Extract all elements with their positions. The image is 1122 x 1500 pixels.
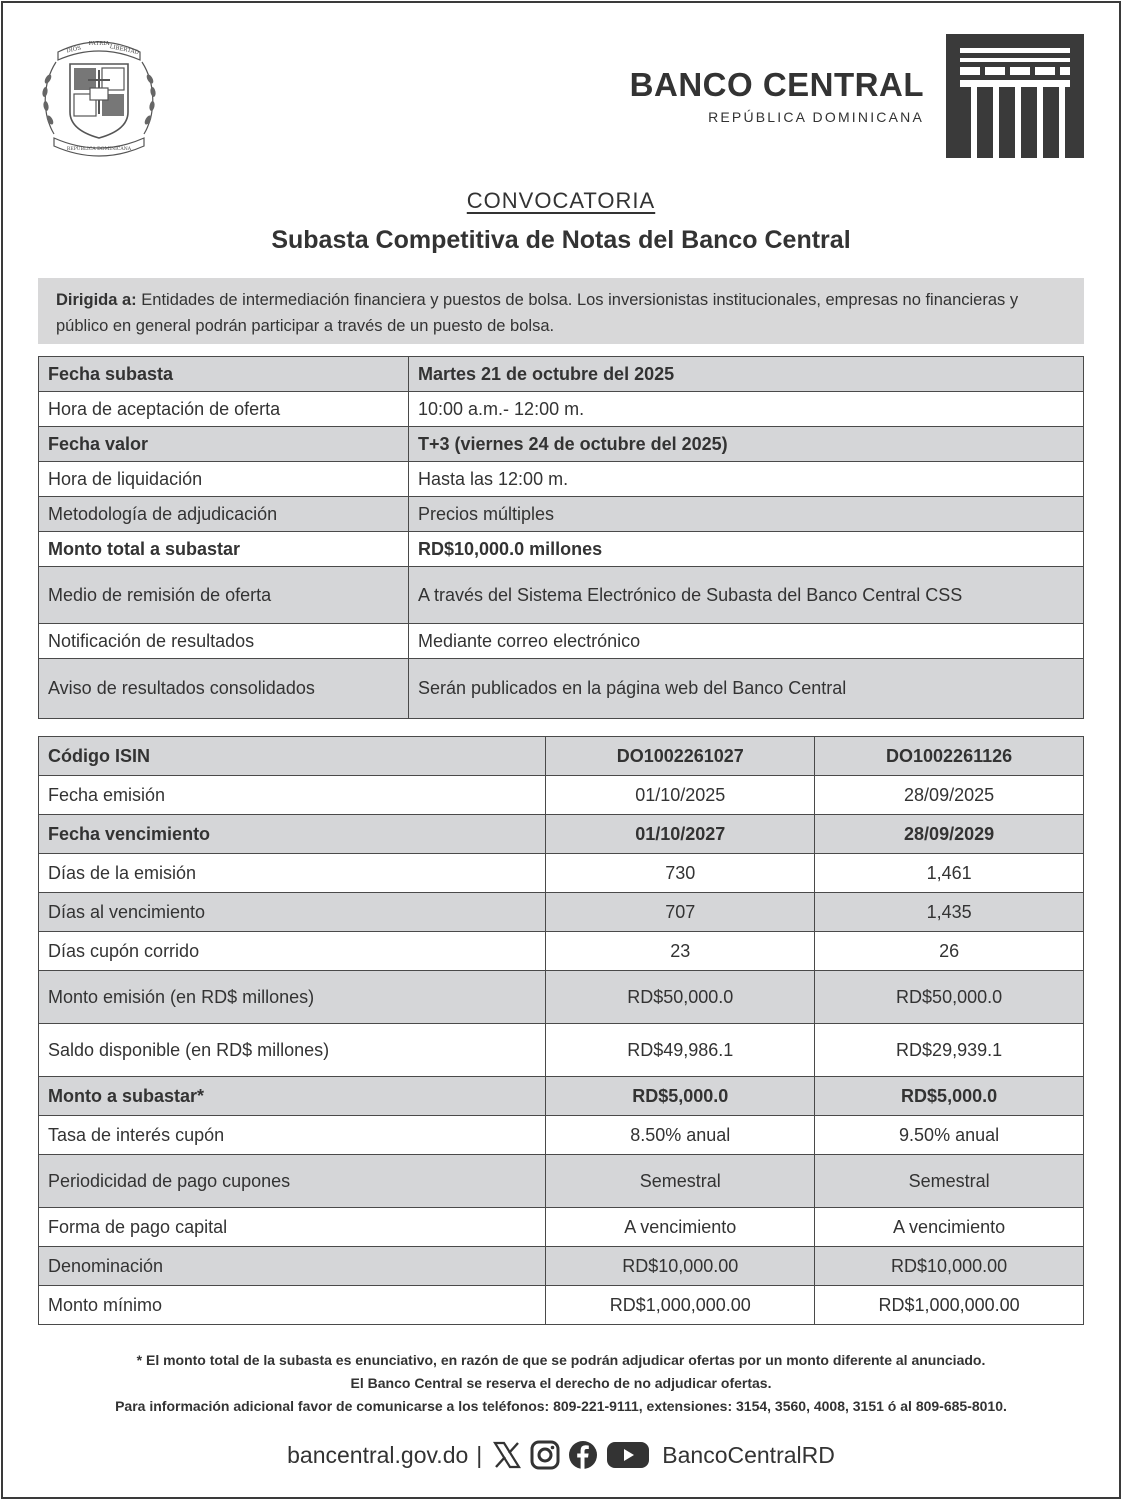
cell-note-1: 01/10/2025 [546,776,815,815]
instagram-icon[interactable] [530,1440,560,1470]
notice-label: Dirigida a: [56,291,137,309]
row-value: Martes 21 de octubre del 2025 [409,357,1084,392]
row-label: Periodicidad de pago cupones [39,1155,546,1208]
cell-note-2: RD$50,000.0 [815,971,1084,1024]
row-label: Días cupón corrido [39,932,546,971]
row-label: Monto emisión (en RD$ millones) [39,971,546,1024]
table-row [39,624,1084,659]
row-label: Medio de remisión de oferta [39,567,409,624]
table-row [39,1024,1084,1077]
cell-note-2: 26 [815,932,1084,971]
table-row [39,1116,1084,1155]
cell-note-1: 01/10/2027 [546,815,815,854]
table-row [39,893,1084,932]
row-label: Forma de pago capital [39,1208,546,1247]
audience-notice [38,278,1084,344]
row-label: Fecha subasta [39,357,409,392]
cell-note-2: RD$10,000.00 [815,1247,1084,1286]
notice-text: Entidades de intermediación financiera y puestos de bolsa. Los inversionistas institucionales, empresas no financieras y público en general podrán participar a través de un puesto de bolsa. [56,291,1019,335]
table-row [39,357,1084,392]
cell-note-2: RD$29,939.1 [815,1024,1084,1077]
website-link[interactable]: bancentral.gov.do [287,1441,469,1468]
page-title: Subasta Competitiva de Notas del Banco Central [271,226,851,254]
table-row [39,932,1084,971]
row-label: Días al vencimiento [39,893,546,932]
cell-note-1: Semestral [546,1155,815,1208]
table-header-row [39,737,1084,776]
coat-of-arms-seal [36,34,162,160]
table-row [39,462,1084,497]
row-label: Notificación de resultados [39,624,409,659]
cell-note-2: 28/09/2029 [815,815,1084,854]
cell-note-1: 730 [546,854,815,893]
row-value: Serán publicados en la página web del Banco Central [409,659,1084,719]
seal-text-country: REPÚBLICA DOMINICANA [66,147,132,152]
table-row [39,854,1084,893]
cell-note-1: 8.50% anual [546,1116,815,1155]
cell-note-1: 707 [546,893,815,932]
bank-column-logo [946,34,1084,158]
social-handle[interactable]: BancoCentralRD [662,1441,835,1468]
cell-note-2: 9.50% anual [815,1116,1084,1155]
youtube-icon[interactable] [606,1440,650,1470]
seal-text-libertad: LIBERTAD [109,44,140,57]
row-label: Aviso de resultados consolidados [39,659,409,719]
table-row [39,1286,1084,1325]
row-value: 10:00 a.m.- 12:00 m. [409,392,1084,427]
table-row [39,532,1084,567]
row-label: Denominación [39,1247,546,1286]
row-label: Fecha vencimiento [39,815,546,854]
table-row [39,659,1084,719]
bank-brand [630,34,1084,158]
row-value: RD$10,000.0 millones [409,532,1084,567]
cell-note-1: DO1002261027 [546,737,815,776]
notes-details-table [38,736,1084,1325]
row-label: Monto total a subastar [39,532,409,567]
row-value: T+3 (viernes 24 de octubre del 2025) [409,427,1084,462]
row-label: Hora de aceptación de oferta [39,392,409,427]
row-label: Tasa de interés cupón [39,1116,546,1155]
row-label: Metodología de adjudicación [39,497,409,532]
cell-note-2: 1,435 [815,893,1084,932]
footnote-amount: * El monto total de la subasta es enunciativo, en razón de que se podrán adjudicar ofertas por un monto diferente al anunciado. [136,1352,986,1368]
cell-note-1: RD$10,000.00 [546,1247,815,1286]
row-label: Código ISIN [39,737,546,776]
cell-note-1: 23 [546,932,815,971]
cell-note-2: 28/09/2025 [815,776,1084,815]
row-value: Hasta las 12:00 m. [409,462,1084,497]
table-row [39,776,1084,815]
row-value: Mediante correo electrónico [409,624,1084,659]
table-row [39,567,1084,624]
contact-bar [0,1440,1122,1470]
bank-country: REPÚBLICA DOMINICANA [708,108,924,125]
page-kicker: CONVOCATORIA [466,188,656,213]
row-value: Precios múltiples [409,497,1084,532]
cell-note-1: A vencimiento [546,1208,815,1247]
footnote-contact: Para información adicional favor de comunicarse a los teléfonos: 809-221-9111, extensiones: 3154, 3560, 4008, 3151 ó al 809-685-8010. [115,1398,1007,1414]
x-icon[interactable] [492,1441,522,1469]
row-label: Monto a subastar* [39,1077,546,1116]
row-value: A través del Sistema Electrónico de Subasta del Banco Central CSS [409,567,1084,624]
row-label: Días de la emisión [39,854,546,893]
table-row [39,1247,1084,1286]
auction-details-table [38,356,1084,719]
cell-note-1: RD$5,000.0 [546,1077,815,1116]
cell-note-2: RD$1,000,000.00 [815,1286,1084,1325]
cell-note-2: 1,461 [815,854,1084,893]
row-label: Fecha emisión [39,776,546,815]
table-row [39,1155,1084,1208]
cell-note-2: RD$5,000.0 [815,1077,1084,1116]
bank-wordmark [629,65,924,125]
cell-note-2: A vencimiento [815,1208,1084,1247]
facebook-icon[interactable] [568,1440,598,1470]
separator: | [476,1441,483,1468]
table-row [39,497,1084,532]
row-label: Fecha valor [39,427,409,462]
table-row [39,392,1084,427]
table-row [39,1208,1084,1247]
cell-note-1: RD$50,000.0 [546,971,815,1024]
cell-note-2: DO1002261126 [815,737,1084,776]
table-row [39,815,1084,854]
row-label: Monto mínimo [39,1286,546,1325]
cell-note-1: RD$1,000,000.00 [546,1286,815,1325]
row-label: Saldo disponible (en RD$ millones) [39,1024,546,1077]
footnote-reserve: El Banco Central se reserva el derecho de no adjudicar ofertas. [350,1375,772,1391]
table-row [39,971,1084,1024]
table-row [39,427,1084,462]
bank-name: BANCO CENTRAL [629,65,924,103]
table-row [39,1077,1084,1116]
cell-note-2: Semestral [815,1155,1084,1208]
seal-text-patria: PATRIA [88,41,110,47]
cell-note-1: RD$49,986.1 [546,1024,815,1077]
row-label: Hora de liquidación [39,462,409,497]
seal-text-dios: DIOS [65,45,82,55]
